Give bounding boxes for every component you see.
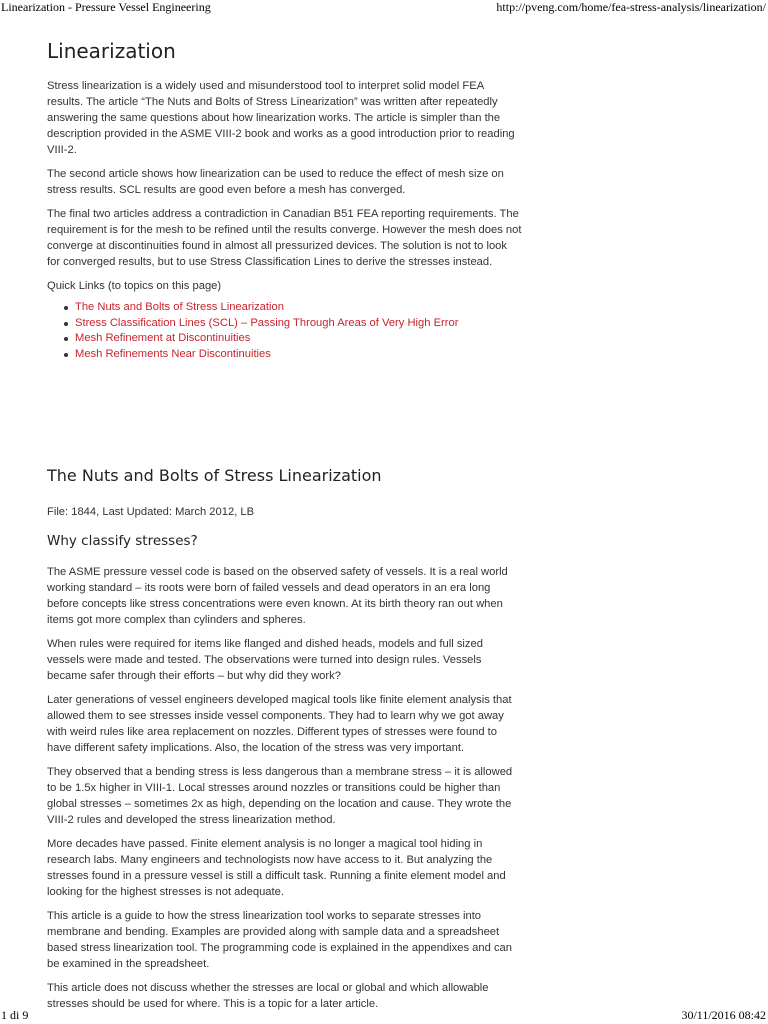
intro-paragraph: The final two articles address a contradiction in Canadian B51 FEA reporting requirements. The requirement is for the mesh to be refined until the results converge. However the mesh does not converge at discontinuities found in almost all pressurized devices. The solution is not to look for converged results, but to use Stress Classification Lines to derive the stresses instead. (47, 208, 522, 268)
article-meta: File: 1844, Last Updated: March 2012, LB (47, 506, 255, 518)
article-paragraph: This article is a guide to how the stress linearization tool works to separate stresses into membrane and bending. Examples are provided along with sample data and a spreadsheet based stress linearization tool. The programming code is explained in the appendixes and can be examined in the spreadsheet. (47, 910, 512, 970)
intro-paragraph: Stress linearization is a widely used and misunderstood tool to interpret solid model FEA results. The article “The Nuts and Bolts of Stress Linearization” was written after repeatedly answering the same questions about how linearization works. The article is simpler than the description provided in the ASME VIII-2 book and works as a good introduction prior to reading VIII-2. (47, 80, 515, 156)
print-page-url: http://pveng.com/home/fea-stress-analysis/linearization/ (496, 0, 766, 14)
article-paragraph: The ASME pressure vessel code is based on the observed safety of vessels. It is a real world working standard – its roots were born of failed vessels and dead operators in an era long before concepts like stress concentrations were even known. At its birth theory ran out when items got more complex than cylinders and spheres. (47, 566, 508, 626)
quick-links-label: Quick Links (to topics on this page) (47, 280, 222, 292)
quick-link-item (75, 331, 522, 347)
quick-links-list (47, 300, 522, 362)
quick-link-mesh-refinement-at[interactable]: Mesh Refinement at Discontinuities (75, 332, 251, 344)
article-paragraph: They observed that a bending stress is less dangerous than a membrane stress – it is allowed to be 1.5x higher in VIII-1. Local stresses around nozzles or transitions could be higher than global stresses – sometimes 2x as high, depending on the location and cause. They wrote the VIII-2 rules and developed the stress linearization method. (47, 766, 513, 826)
quick-link-nuts-and-bolts[interactable]: The Nuts and Bolts of Stress Linearization (75, 301, 284, 313)
page-title: Linearization (47, 39, 176, 63)
article-paragraph: Later generations of vessel engineers developed magical tools like finite element analysis that allowed them to see stresses inside vessel components. They had to learn why we got away with weird rules like area replacement on nozzles. Different types of stresses were found to have different safety implications. Also, the location of the stress was very important. (47, 694, 512, 754)
section-spacer (47, 362, 522, 464)
article-title: The Nuts and Bolts of Stress Linearization (47, 466, 382, 485)
quick-link-item (75, 347, 522, 363)
intro-paragraph: The second article shows how linearization can be used to reduce the effect of mesh size on stress results. SCL results are good even before a mesh has converged. (47, 168, 504, 196)
quick-link-item (75, 316, 522, 332)
main-content (47, 36, 522, 1020)
quick-link-scl-high-error[interactable]: Stress Classification Lines (SCL) – Passing Through Areas of Very High Error (75, 316, 459, 329)
print-footer (0, 1008, 768, 1024)
section-title: Why classify stresses? (47, 533, 198, 549)
article-paragraph: More decades have passed. Finite element analysis is no longer a magical tool hiding in research labs. Many engineers and technologists now have access to it. But analyzing the stresses found in a pressure vessel is still a difficult task. Running a finite element model and looking for the highest stresses is not adequate. (47, 838, 506, 898)
print-header (0, 0, 768, 16)
article-paragraph: When rules were required for items like flanged and dished heads, models and full sized vessels were made and tested. The observations were turned into design rules. Vessels became safer through their efforts – but why did they work? (47, 638, 483, 682)
print-page-number: 1 di 9 (1, 1008, 29, 1022)
article-paragraph: This article does not discuss whether the stresses are local or global and which allowable stresses should be used for where. This is a topic for a later article. (47, 982, 489, 1010)
quick-link-item (75, 300, 522, 316)
quick-link-mesh-refinements-near[interactable]: Mesh Refinements Near Discontinuities (75, 347, 271, 360)
print-page-title: Linearization - Pressure Vessel Engineering (1, 0, 211, 14)
print-datetime: 30/11/2016 08:42 (681, 1008, 766, 1022)
